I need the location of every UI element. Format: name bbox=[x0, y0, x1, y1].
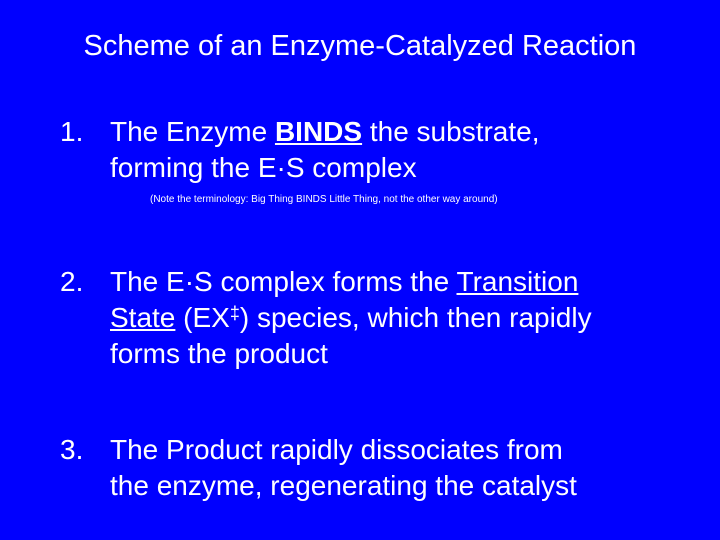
item-line: forms the product bbox=[110, 338, 328, 369]
item-line bbox=[110, 264, 710, 300]
item-text bbox=[110, 114, 710, 186]
item-line: forming the E·S complex bbox=[110, 152, 417, 183]
item-number: 2. bbox=[60, 266, 84, 297]
item-line bbox=[110, 114, 710, 150]
emphasis-binds: BINDS bbox=[274, 116, 363, 147]
double-dagger-symbol: ‡ bbox=[229, 303, 240, 323]
item-line bbox=[110, 300, 710, 336]
item-line: the enzyme, regenerating the catalyst bbox=[110, 470, 577, 501]
item-number: 3. bbox=[60, 434, 84, 465]
list-item-2 bbox=[60, 264, 710, 372]
text-run: (EX bbox=[175, 302, 230, 333]
item-number: 1. bbox=[60, 116, 84, 147]
underlined-term: State bbox=[110, 302, 176, 333]
underlined-term: Transition bbox=[456, 266, 579, 297]
text-run: the substrate, bbox=[362, 116, 540, 147]
item-line: The Product rapidly dissociates from bbox=[110, 434, 563, 465]
item-text bbox=[110, 432, 710, 504]
text-run: ) species, which then rapidly bbox=[239, 302, 592, 333]
slide-title: Scheme of an Enzyme-Catalyzed Reaction bbox=[83, 30, 637, 62]
list-item-3 bbox=[60, 432, 710, 504]
terminology-note: (Note the terminology: Big Thing BINDS Little Thing, not the other way around) bbox=[150, 194, 498, 205]
list-item-1 bbox=[60, 114, 710, 186]
text-run: The Enzyme bbox=[110, 116, 275, 147]
text-run: The E·S complex forms the bbox=[110, 266, 457, 297]
item-text bbox=[110, 264, 710, 372]
